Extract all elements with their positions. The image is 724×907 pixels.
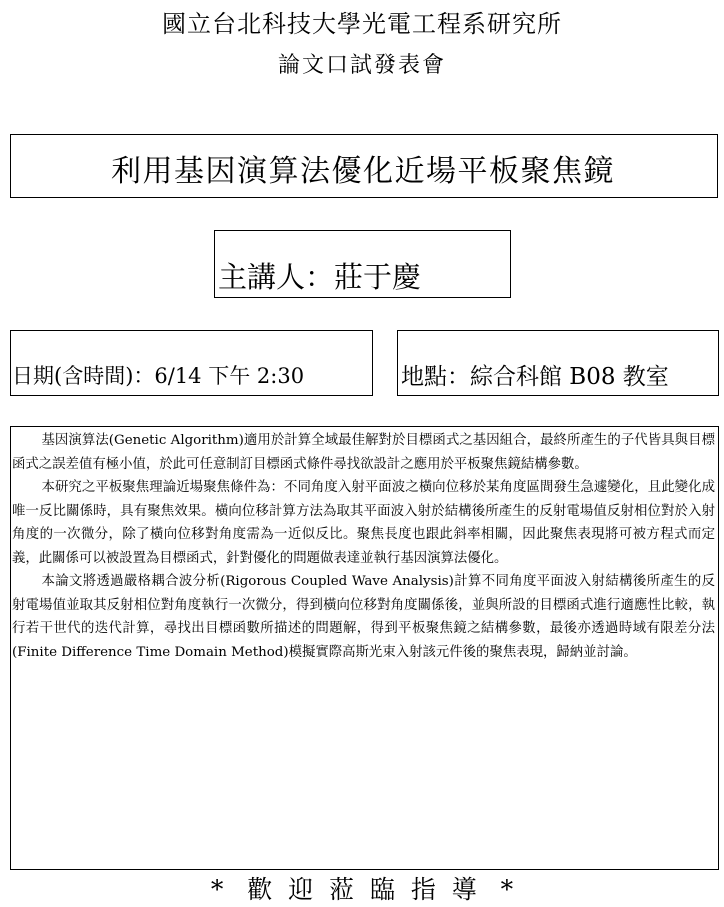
event-title: 論文口試發表會	[277, 53, 446, 78]
abstract	[12, 429, 715, 664]
location: 地點：綜合科館 B08 教室	[401, 364, 669, 390]
abstract-paragraph-2: 本研究之平板聚焦理論近場聚焦條件為：不同角度入射平面波之橫向位移於某角度區間發生急遽變化，且此變化成唯一反比關係時，具有聚焦效果。橫向位移計算方法為取其平面波入射於結構後所產生的反射電場值反射相位對於入射角度的一次微分，除了橫向位移對角度需為一近似反比。聚焦長度也跟此斜率相關，因此聚焦表現將可被方程式而定義，此關係可以被設置為目標函式，針對優化的問題做表達並執行基因演算法優化。	[12, 480, 715, 566]
welcome-footer: * 歡 迎 蒞 臨 指 導 *	[210, 875, 514, 904]
abstract-paragraph-3: 本論文將透過嚴格耦合波分析(Rigorous Coupled Wave Analysis)計算不同角度平面波入射結構後所產生的反射電場值並取其反射相位對角度執行一次微分，得到橫向位移對角度關係後，並與所設的目標函式進行適應性比較，執行若干世代的迭代計算，尋找出目標函數所描述的問題解，得到平板聚焦鏡之結構參數，最後亦透過時域有限差分法(Finite Difference Time Domain Method)模擬實際高斯光束入射該元件後的聚焦表現，歸納並討論。	[12, 574, 715, 660]
institution-name: 國立台北科技大學光電工程系研究所	[162, 10, 562, 38]
date-time: 日期(含時間)：6/14 下午 2:30	[12, 364, 305, 388]
thesis-title: 利用基因演算法優化近場平板聚焦鏡	[111, 154, 615, 189]
speaker-name: 主講人：莊于慶	[218, 260, 422, 294]
abstract-paragraph-1: 基因演算法(Genetic Algorithm)適用於計算全域最佳解對於目標函式之基因組合，最終所產生的子代皆具與目標函式之誤差值有極小值，於此可任意制訂目標函式條件尋找欲設計之應用於平板聚焦鏡結構參數。	[12, 433, 715, 472]
